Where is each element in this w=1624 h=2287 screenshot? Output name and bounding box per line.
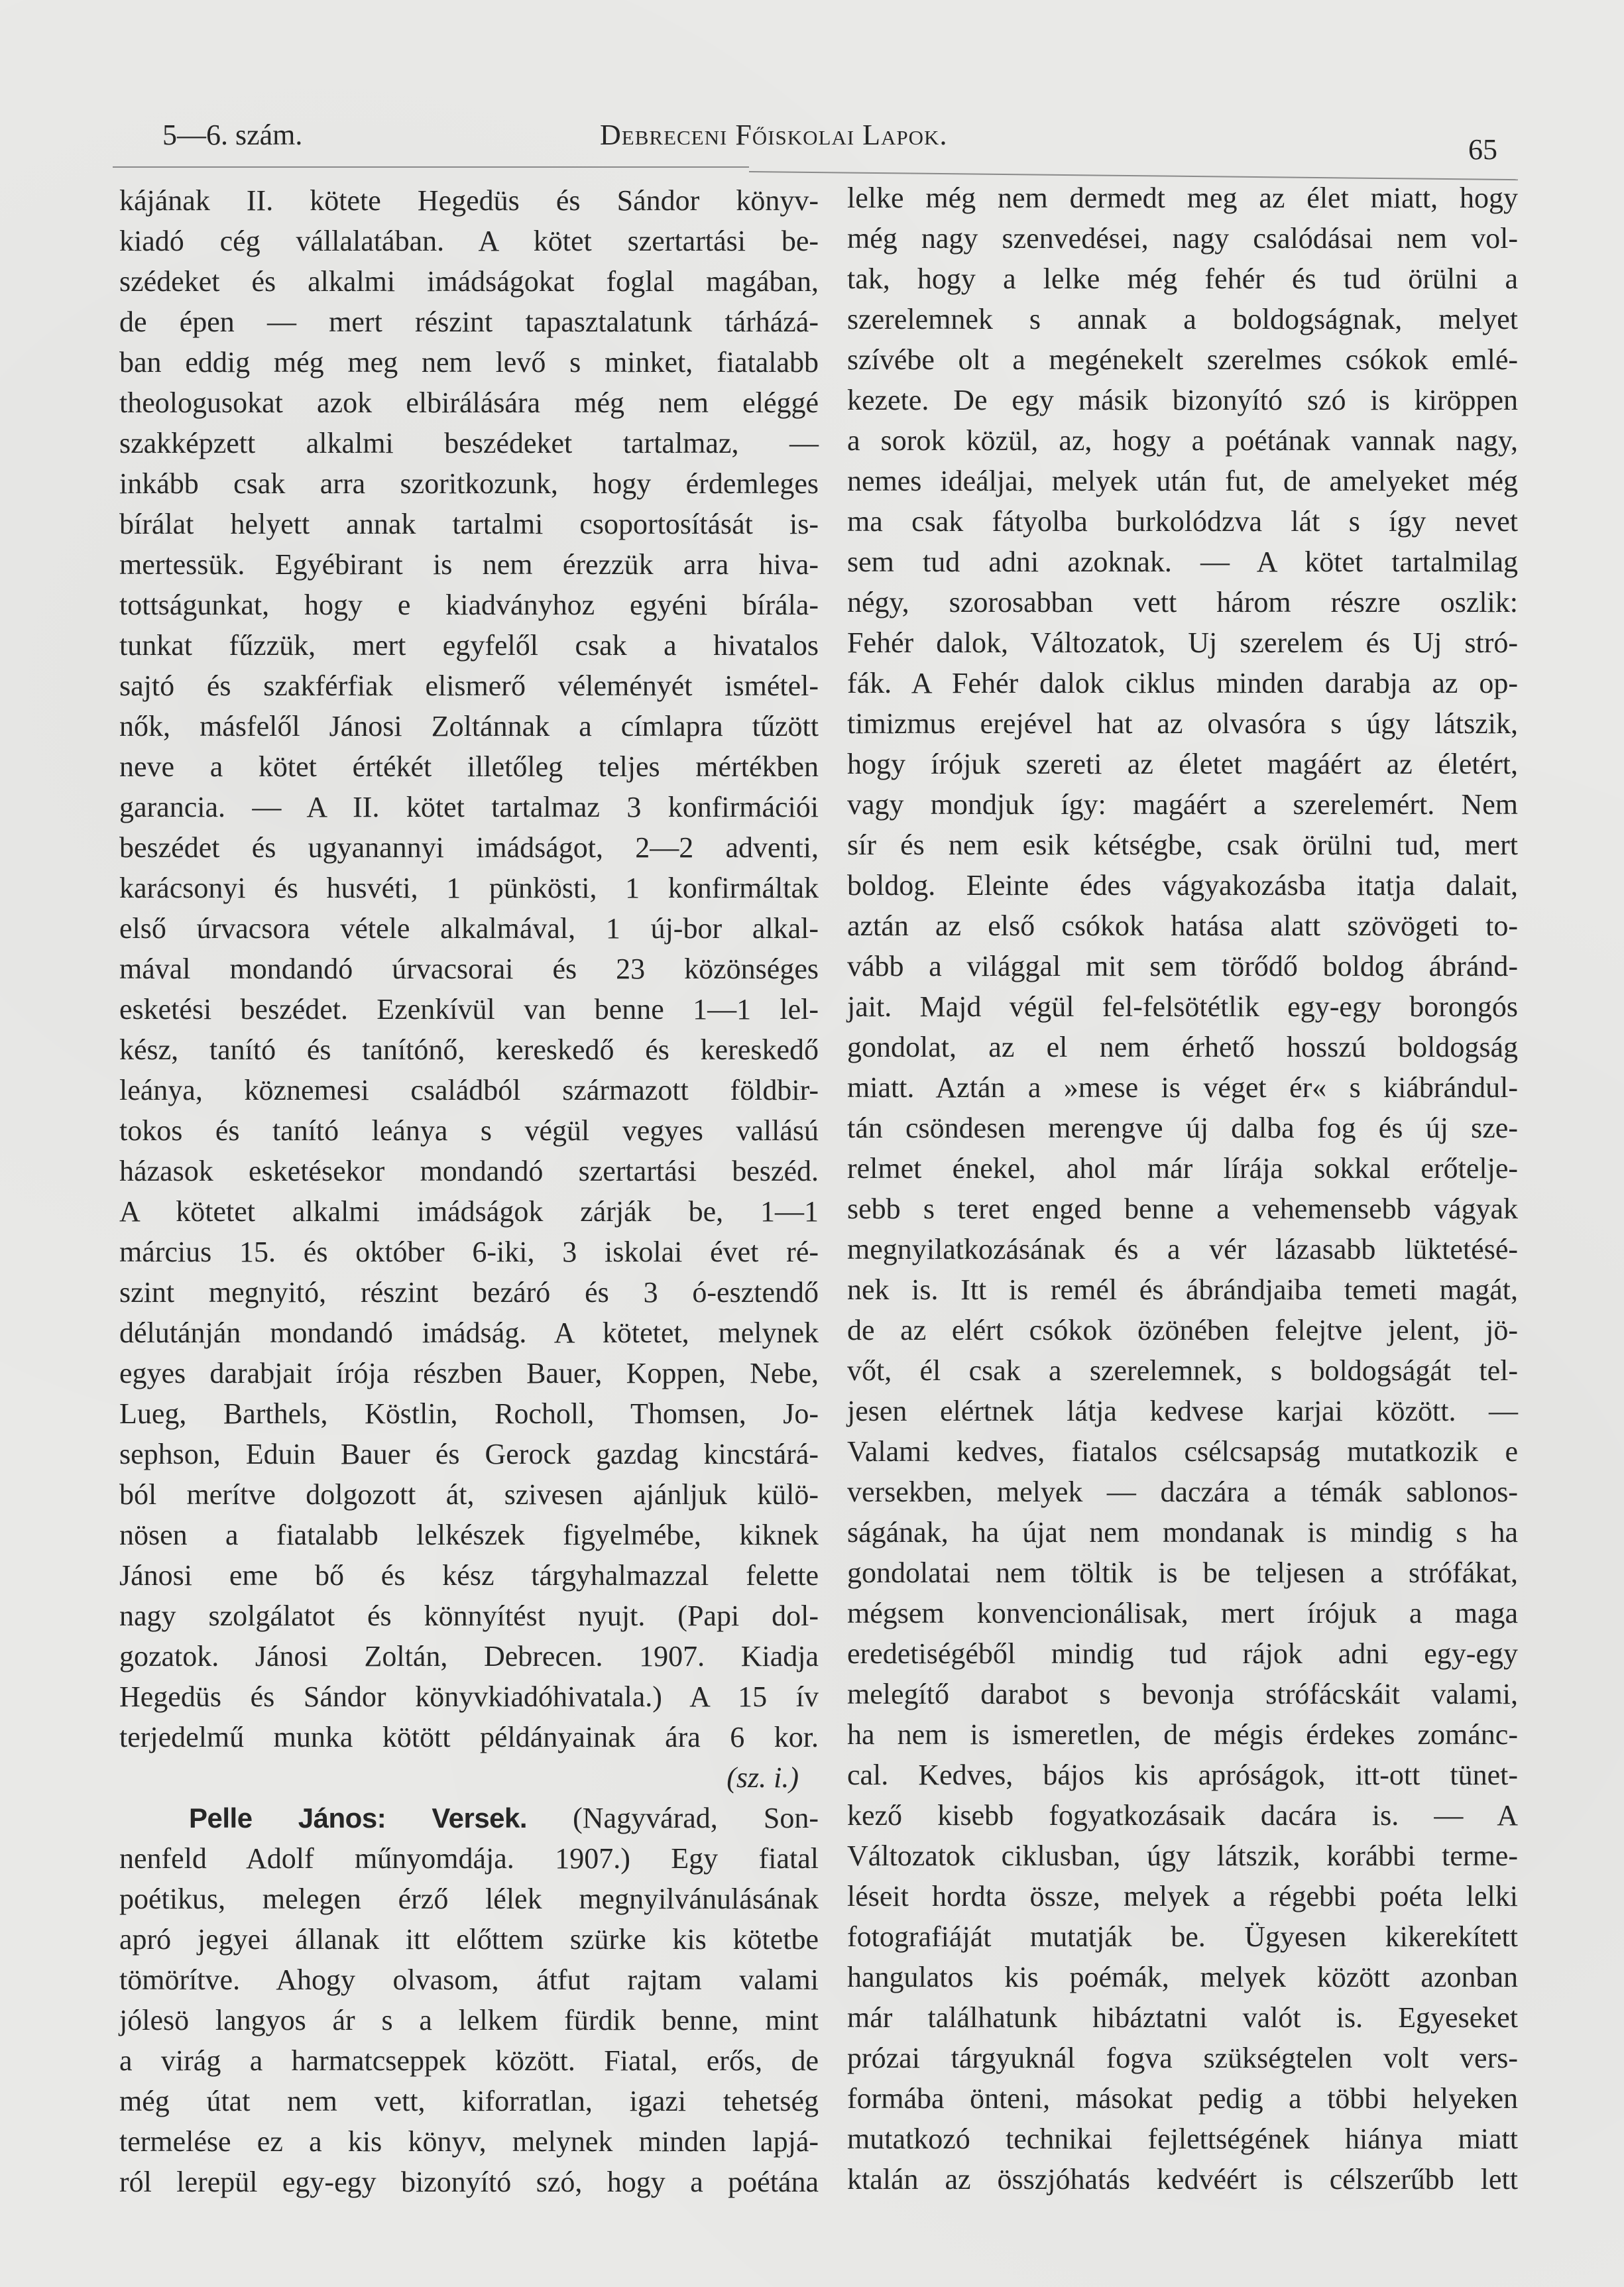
header-rule bbox=[113, 166, 749, 168]
text-line: kész, tanító és tanítónő, kereskedő és kereskedő bbox=[119, 1033, 819, 1066]
text-line: házasok esketésekor mondandó szertartási beszéd. bbox=[119, 1155, 819, 1187]
text-line: szédeket és alkalmi imádságokat foglal magában, bbox=[119, 265, 819, 298]
text-line: poétikus, melegen érző lélek megnyilvánulásának bbox=[119, 1883, 819, 1915]
text-line: de épen — mert részint tapasztalatunk tárházá- bbox=[119, 306, 819, 338]
text-line: timizmus erejével hat az olvasóra s úgy látszik, bbox=[847, 707, 1518, 740]
text-line: nösen a fiatalabb lelkészek figyelmébe, kiknek bbox=[119, 1519, 819, 1551]
text-line: hogy írójuk szereti az életet magáért az életért, bbox=[847, 748, 1518, 780]
text-line: sem tud adni azoknak. — A kötet tartalmilag bbox=[847, 546, 1518, 578]
text-line: miatt. Aztán a »mese is véget ér« s kiábrándul- bbox=[847, 1071, 1518, 1104]
text-line: tömörítve. Ahogy olvasom, átfut rajtam valami bbox=[119, 1964, 819, 1996]
text-line: tak, hogy a lelke még fehér és tud örülni a bbox=[847, 263, 1518, 295]
text-line: apró jegyei állanak itt előttem szürke kis kötetbe bbox=[119, 1923, 819, 1956]
issue-number: 5—6. szám. bbox=[162, 119, 303, 151]
text-line: kezete. De egy másik bizonyító szó is kiröppen bbox=[847, 384, 1518, 416]
text-line: tottságunkat, hogy e kiadványhoz egyéni bírála- bbox=[119, 589, 819, 621]
text-line: még útat nem vett, kiforratlan, igazi tehetség bbox=[119, 2085, 819, 2117]
text-line: jesen elértnek látja kedvese karjai között. — bbox=[847, 1395, 1518, 1427]
review-text-part-1 bbox=[119, 180, 819, 1757]
text-line: Lueg, Barthels, Köstlin, Rocholl, Thomsen, Jo- bbox=[119, 1397, 819, 1430]
right-column bbox=[847, 178, 1518, 2199]
text-line: mával mondandó úrvacsorai és 23 közönséges bbox=[119, 953, 819, 985]
text-line: neve a kötet értékét illetőleg teljes mértékben bbox=[119, 750, 819, 783]
text-line: gondolat, az el nem érhető hosszú boldogság bbox=[847, 1031, 1518, 1063]
text-line: kiadó cég vállalatában. A kötet szertartási be- bbox=[119, 225, 819, 257]
text-line: ma csak fátyolba burkolódzva lát s így nevet bbox=[847, 505, 1518, 538]
reviewer-signature: (sz. i.) bbox=[726, 1761, 799, 1794]
text-line: a sorok közül, az, hogy a poétának vannak nagy, bbox=[847, 424, 1518, 457]
text-line: fák. A Fehér dalok ciklus minden darabja az op- bbox=[847, 667, 1518, 699]
text-line: délutánján mondandó imádság. A kötetet, melynek bbox=[119, 1317, 819, 1349]
text-line: sajtó és szakférfiak elismerő véleményét ismétel- bbox=[119, 670, 819, 702]
text-line: melegítő darabot s bevonja strófácskáit valami, bbox=[847, 1678, 1518, 1710]
text-line: nek is. Itt is remél és ábrándjaiba temeti magát, bbox=[847, 1273, 1518, 1306]
text-line: versekben, melyek — daczára a témák sablonos- bbox=[847, 1476, 1518, 1508]
page-number: 65 bbox=[1468, 133, 1497, 166]
text-line: jait. Majd végül fel-felsötétlik egy-egy borongós bbox=[847, 990, 1518, 1023]
text-line: mutatkozó technikai fejlettségének hiánya miatt bbox=[847, 2123, 1518, 2155]
text-line: kájának II. kötete Hegedüs és Sándor könyv- bbox=[119, 184, 819, 217]
text-line: nemes ideáljai, melyek után fut, de amelyeket még bbox=[847, 465, 1518, 497]
text-line: már találhatunk hibáztatni valót is. Egyeseket bbox=[847, 2001, 1518, 2034]
text-line: A kötetet alkalmi imádságok zárják be, 1—1 bbox=[119, 1195, 819, 1228]
text-line: aztán az első csókok hatása alatt szövögeti to- bbox=[847, 909, 1518, 942]
text-line: nők, másfelől Jánosi Zoltánnak a címlapra tűzött bbox=[119, 710, 819, 742]
review-heading-line bbox=[119, 1798, 819, 1838]
text-line: de az elért csókok özönében felejtve jelent, jö- bbox=[847, 1314, 1518, 1346]
text-line: március 15. és október 6-iki, 3 iskolai évet ré- bbox=[119, 1236, 819, 1268]
left-column bbox=[119, 180, 819, 2202]
text-line: ból merítve dolgozott át, szivesen ajánljuk külö- bbox=[119, 1478, 819, 1511]
text-line: vőt, él csak a szerelemnek, s boldogságát tel- bbox=[847, 1354, 1518, 1387]
review-heading-title: Pelle János: Versek. bbox=[189, 1802, 528, 1834]
review-text-part-2 bbox=[119, 1838, 819, 2202]
text-line: ságának, ha újat nem mondanak is mindig s ha bbox=[847, 1516, 1518, 1549]
text-line: fotografiáját mutatják be. Ügyesen kikerekített bbox=[847, 1920, 1518, 1953]
text-line: leánya, köznemesi családból származott földbir- bbox=[119, 1074, 819, 1106]
text-line: tokos és tanító leánya s végül vegyes vallású bbox=[119, 1114, 819, 1147]
text-line: Fehér dalok, Változatok, Uj szerelem és Uj stró- bbox=[847, 626, 1518, 659]
text-line: beszédet és ugyanannyi imádságot, 2—2 adventi, bbox=[119, 831, 819, 864]
text-line: gondolatai nem töltik is be teljesen a strófákat, bbox=[847, 1556, 1518, 1589]
text-line: ról lerepül egy-egy bizonyító szó, hogy a poétána bbox=[119, 2166, 819, 2198]
text-line: léseit hordta össze, melyek a régebbi poéta lelki bbox=[847, 1880, 1518, 1912]
text-line: Hegedüs és Sándor könyvkiadóhivatala.) A 15 ív bbox=[119, 1680, 819, 1713]
text-line: ktalán az összjóhatás kedvéért is célszerűbb lett bbox=[847, 2163, 1518, 2196]
text-line: Valami kedves, fiatalos csélcsapság mutatkozik e bbox=[847, 1435, 1518, 1468]
running-head-journal-title: Debreceni Főiskolai Lapok. bbox=[600, 119, 948, 151]
text-line: karácsonyi és husvéti, 1 pünkösti, 1 konfirmáltak bbox=[119, 872, 819, 904]
text-line: négy, szorosabban vett három részre oszlik: bbox=[847, 586, 1518, 618]
text-line: cal. Kedves, bájos kis apróságok, itt-ott tünet- bbox=[847, 1759, 1518, 1791]
text-line: garancia. — A II. kötet tartalmaz 3 konfirmációi bbox=[119, 791, 819, 823]
text-line: Változatok ciklusban, úgy látszik, korábbi terme- bbox=[847, 1840, 1518, 1872]
text-line: sebb s teret enged benne a vehemensebb vágyak bbox=[847, 1193, 1518, 1225]
text-line: terjedelmű munka kötött példányainak ára 6 kor. bbox=[119, 1721, 819, 1753]
review-heading-publication: (Nagyvárad, Son- bbox=[527, 1802, 819, 1834]
text-line: hangulatos kis poémák, melyek között azonban bbox=[847, 1961, 1518, 1993]
text-line: eredetiségéből mindig tud rájok adni egy-egy bbox=[847, 1637, 1518, 1670]
text-line: ha nem is ismeretlen, de mégis érdekes zománc- bbox=[847, 1718, 1518, 1751]
text-line: bírálat helyett annak tartalmi csoportosítását is- bbox=[119, 508, 819, 540]
text-line: Jánosi eme bő és kész tárgyhalmazzal felette bbox=[119, 1559, 819, 1592]
text-line: inkább csak arra szoritkozunk, hogy érdemleges bbox=[119, 467, 819, 500]
text-line: boldog. Eleinte édes vágyakozásba itatja dalait, bbox=[847, 869, 1518, 902]
text-line: relmet énekel, ahol már lírája sokkal erőtelje- bbox=[847, 1152, 1518, 1185]
text-line: termelése ez a kis könyv, melynek minden lapjá- bbox=[119, 2125, 819, 2158]
text-line: prózai tárgyuknál fogva szükségtelen volt vers- bbox=[847, 2042, 1518, 2074]
text-line: gozatok. Jánosi Zoltán, Debrecen. 1907. Kiadja bbox=[119, 1640, 819, 1672]
text-line: első úrvacsora vétele alkalmával, 1 új-bor alkal- bbox=[119, 912, 819, 945]
text-line: szint megnyitó, részint bezáró és 3 ó-esztendő bbox=[119, 1276, 819, 1309]
text-line: megnyilatkozásának és a vér lázasabb lüktetésé- bbox=[847, 1233, 1518, 1265]
text-line: szívébe olt a megénekelt szerelmes csókok emlé- bbox=[847, 343, 1518, 376]
text-line: egyes darabjait írója részben Bauer, Koppen, Nebe, bbox=[119, 1357, 819, 1389]
text-line: tunkat fűzzük, mert egyfelől csak a hivatalos bbox=[119, 629, 819, 662]
text-line: még nagy szenvedései, nagy csalódásai nem vol- bbox=[847, 222, 1518, 255]
text-line: nenfeld Adolf műnyomdája. 1907.) Egy fiatal bbox=[119, 1842, 819, 1875]
text-line: mertessük. Egyébirant is nem érezzük arra hiva- bbox=[119, 548, 819, 581]
text-line: vább a világgal mit sem törődő boldog ábránd- bbox=[847, 950, 1518, 982]
text-line: theologusokat azok elbirálására még nem eléggé bbox=[119, 386, 819, 419]
text-line: lelke még nem dermedt meg az élet miatt, hogy bbox=[847, 182, 1518, 214]
text-line: szakképzett alkalmi beszédeket tartalmaz, — bbox=[119, 427, 819, 459]
text-line: sír és nem esik kétségbe, csak örülni tud, mert bbox=[847, 829, 1518, 861]
text-line: jólesö langyos ár s a lelkem fürdik benne, mint bbox=[119, 2004, 819, 2036]
text-line: a virág a harmatcseppek között. Fiatal, erős, de bbox=[119, 2044, 819, 2077]
text-line: kező kisebb fogyatkozásaik dacára is. — A bbox=[847, 1799, 1518, 1832]
text-line: ban eddig még meg nem levő s minket, fiatalabb bbox=[119, 346, 819, 379]
text-line: esketési beszédet. Ezenkívül van benne 1—1 lel- bbox=[119, 993, 819, 1026]
text-line: szerelemnek s annak a boldogságnak, melyet bbox=[847, 303, 1518, 335]
text-line: sephson, Eduin Bauer és Gerock gazdag kincstárá- bbox=[119, 1438, 819, 1470]
text-line: tán csöndesen merengve új dalba fog és új sze- bbox=[847, 1112, 1518, 1144]
text-line: mégsem konvencionálisak, mert írójuk a maga bbox=[847, 1597, 1518, 1629]
text-line: formába önteni, másokat pedig a többi helyeken bbox=[847, 2082, 1518, 2115]
text-line: vagy mondjuk így: magáért a szerelemért. Nem bbox=[847, 788, 1518, 821]
text-line: nagy szolgálatot és könnyítést nyujt. (Papi dol- bbox=[119, 1600, 819, 1632]
